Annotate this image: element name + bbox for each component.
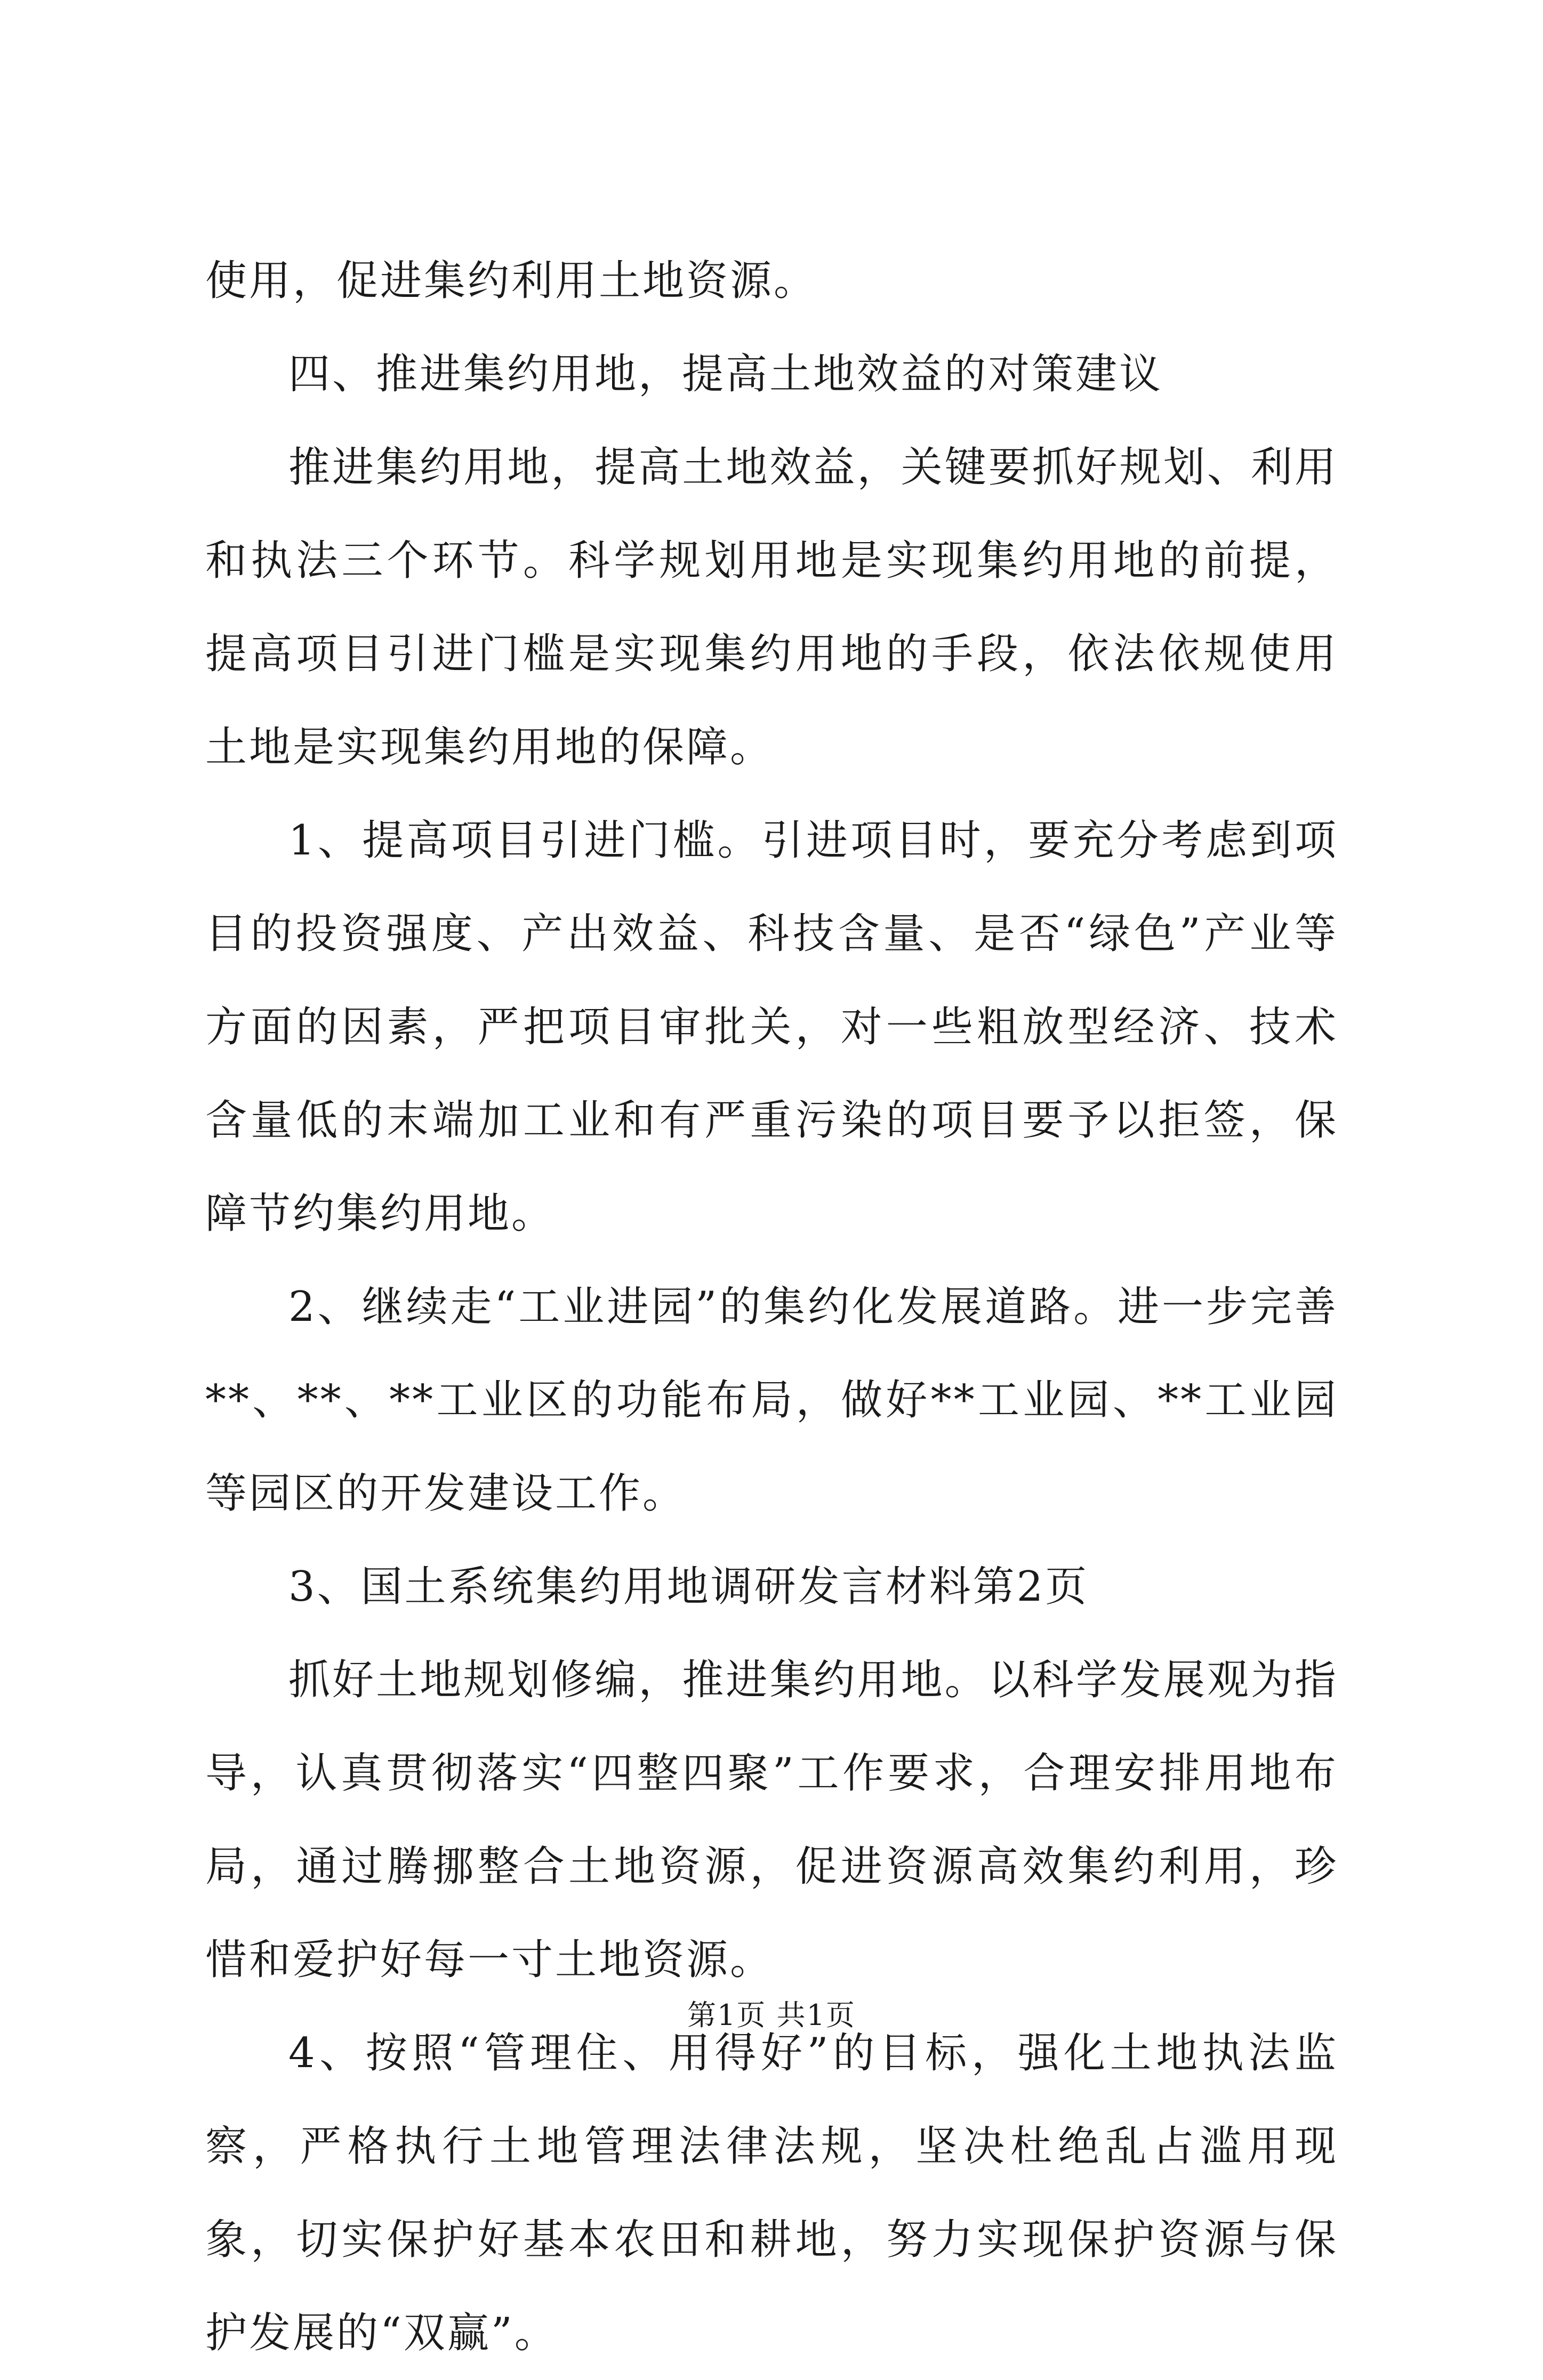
page-footer: 第1页 共1页 <box>687 1998 856 2032</box>
paragraph-item-2: 2、继续走“工业进园”的集约化发展道路。进一步完善**、**、**工业区的功能布局，做好**工业园、**工业园等园区的开发建设工作。 <box>205 1283 1338 1518</box>
document-body <box>205 235 1338 2380</box>
paragraph-continuation: 使用，促进集约利用土地资源。 <box>205 257 818 305</box>
paragraph-item-4: 4、按照“管理住、用得好”的目标，强化土地执法监察，严格执行土地管理法律法规，坚决杜绝乱占滥用现象，切实保护好基本农田和耕地，努力实现保护资源与保护发展的“双赢”。 <box>205 2029 1338 2357</box>
paragraph-intro: 推进集约用地，提高土地效益，关键要抓好规划、利用和执法三个环节。科学规划用地是实现集约用地的前提，提高项目引进门槛是实现集约用地的手段，依法依规使用土地是实现集约用地的保障。 <box>205 443 1338 771</box>
paragraph-item-3: 3、国土系统集约用地调研发言材料第2页 <box>288 1563 1089 1611</box>
section-heading: 四、推进集约用地，提高土地效益的对策建议 <box>288 350 1163 398</box>
paragraph-item-3-body: 抓好土地规划修编，推进集约用地。以科学发展观为指导，认真贯彻落实“四整四聚”工作要求，合理安排用地布局，通过腾挪整合土地资源，促进资源高效集约利用，珍惜和爱护好每一寸土地资源。 <box>205 1656 1338 1984</box>
paragraph-item-1: 1、提高项目引进门槛。引进项目时，要充分考虑到项目的投资强度、产出效益、科技含量、是否“绿色”产业等方面的因素，严把项目审批关，对一些粗放型经济、技术含量低的末端加工业和有严重污染的项目要予以拒签，保障节约集约用地。 <box>205 817 1338 1238</box>
